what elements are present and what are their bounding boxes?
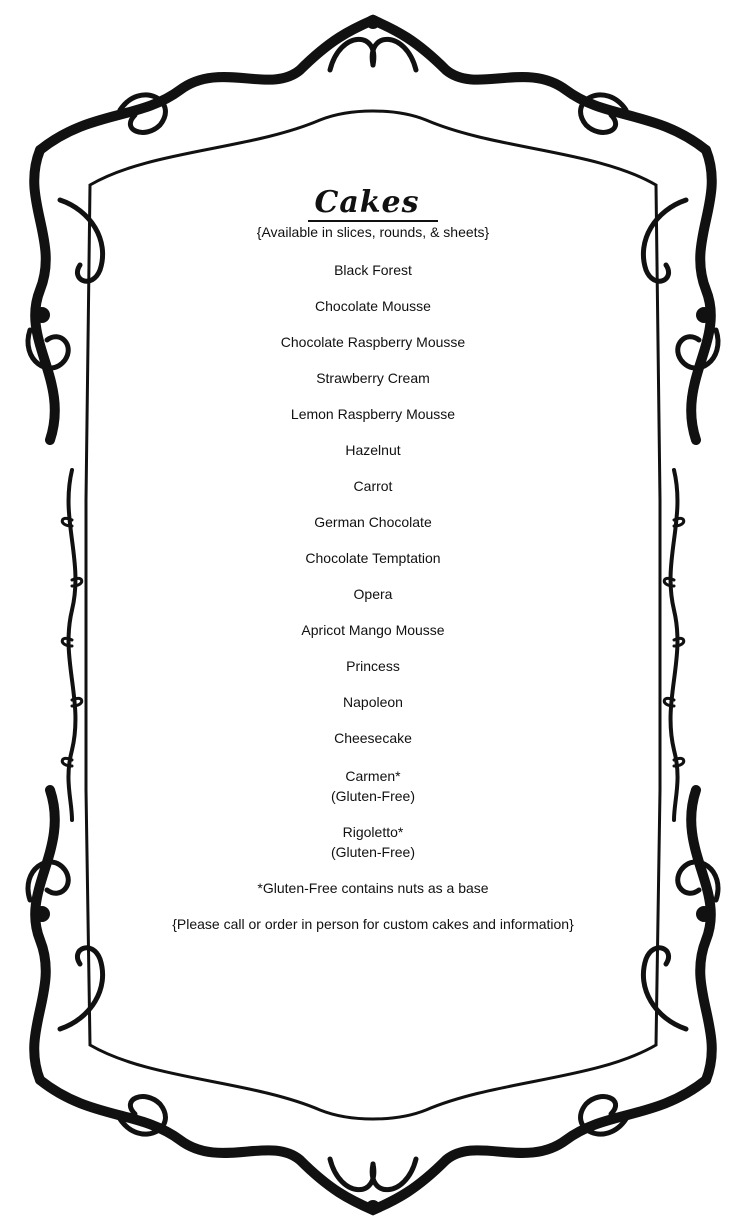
menu-item: German Chocolate <box>314 514 432 530</box>
frame-bottom-scroll <box>40 1080 706 1210</box>
frame-left-lower-scroll <box>34 790 55 1080</box>
menu-item: Napoleon <box>343 694 403 710</box>
cake-menu <box>130 186 616 934</box>
menu-item: Cheesecake <box>334 730 412 746</box>
menu-item: Strawberry Cream <box>316 370 430 386</box>
menu-item: Chocolate Mousse <box>315 298 431 314</box>
menu-subtitle: {Available in slices, rounds, & sheets} <box>256 224 490 240</box>
gluten-free-footnote: *Gluten-Free contains nuts as a base <box>257 880 489 896</box>
menu-item-note: (Gluten-Free) <box>330 844 416 860</box>
frame-right-upper-scroll <box>691 150 712 440</box>
menu-item: Chocolate Temptation <box>305 550 441 566</box>
menu-item: Rigoletto* <box>342 824 404 840</box>
menu-item: Opera <box>353 586 393 602</box>
frame-left-upper-scroll <box>34 150 55 440</box>
menu-item-note: (Gluten-Free) <box>330 788 416 804</box>
menu-item: Carmen* <box>345 768 401 784</box>
menu-item: Carrot <box>353 478 393 494</box>
menu-item: Black Forest <box>334 262 412 278</box>
menu-title: Cakes <box>308 186 437 222</box>
frame-right-lower-scroll <box>691 790 712 1080</box>
contact-note: {Please call or order in person for custom cakes and information} <box>172 916 574 932</box>
menu-item: Princess <box>346 658 400 674</box>
menu-item: Lemon Raspberry Mousse <box>290 406 456 422</box>
menu-item: Hazelnut <box>345 442 401 458</box>
menu-item: Apricot Mango Mousse <box>301 622 445 638</box>
menu-item: Chocolate Raspberry Mousse <box>280 334 466 350</box>
